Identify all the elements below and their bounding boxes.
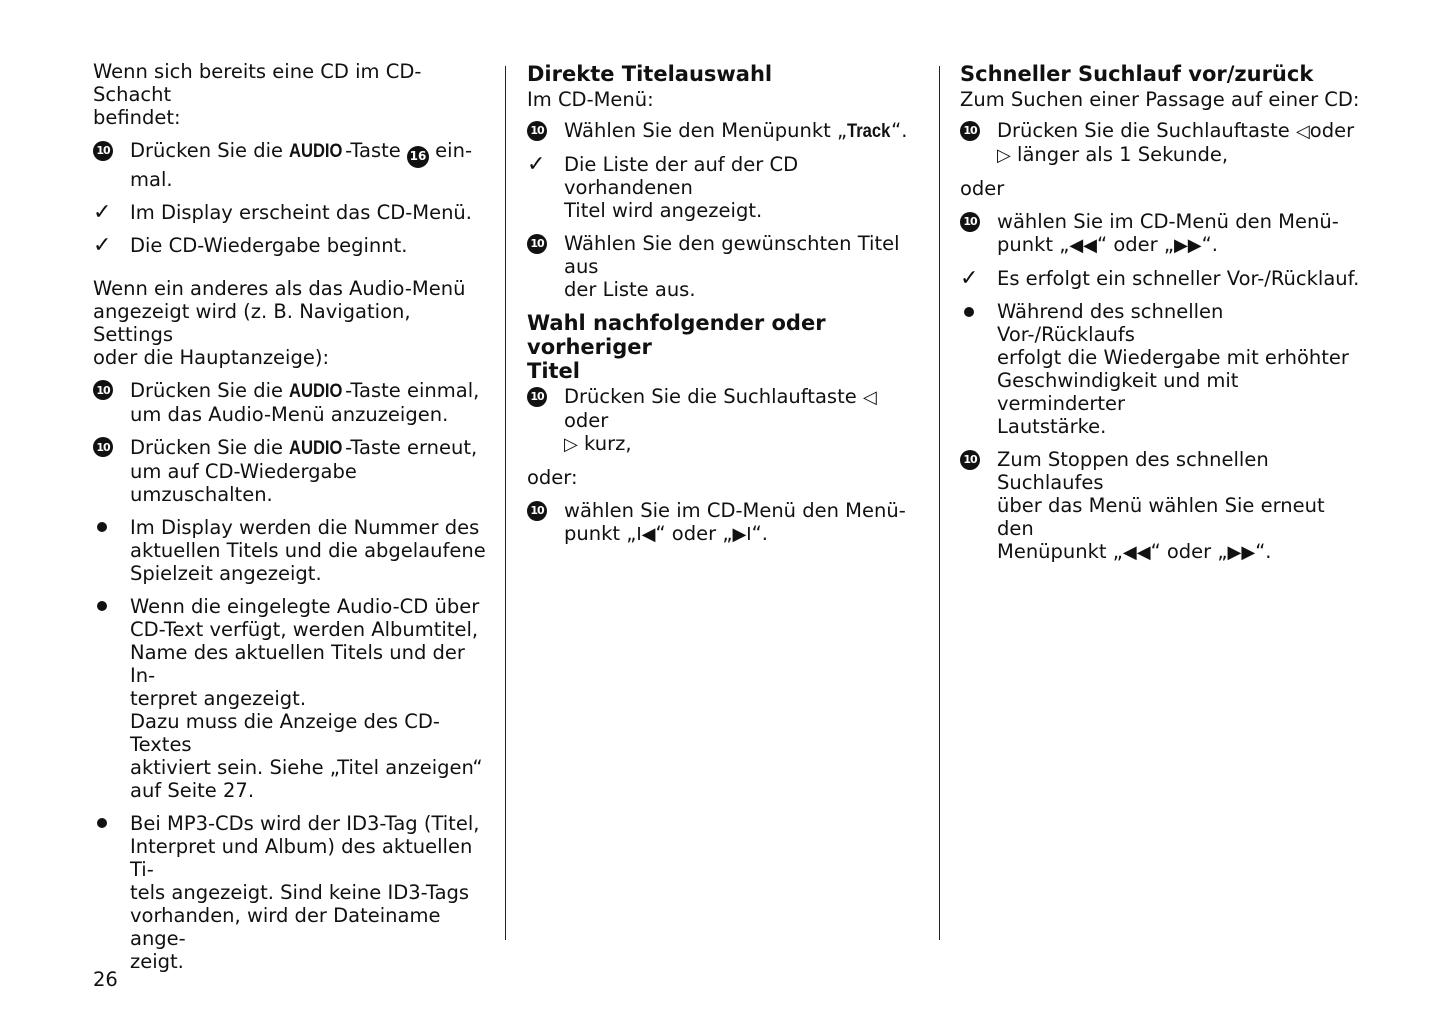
check-icon: ✓ bbox=[527, 152, 546, 177]
intro-paragraph: Wenn sich bereits eine CD im CD-Schacht befindet: bbox=[93, 60, 422, 129]
key-number-16-icon: 16 bbox=[407, 146, 429, 168]
step-show-audio-menu: 10 Drücken Sie die AUDIO -Taste einmal, um das Audio-Menü anzuzeigen. bbox=[93, 379, 493, 426]
check-icon: ✓ bbox=[93, 199, 112, 225]
heading-next-previous-track: Wahl nachfolgender oder vorheriger Titel bbox=[527, 311, 826, 383]
step-stop-fast-search: 10 Zum Stoppen des schnellen Suchlaufes über das Menü wählen Sie erneut den Menüpunkt „◀◀“ oder „▶▶“. bbox=[960, 448, 1360, 564]
step-marker-icon: 10 bbox=[960, 121, 980, 141]
step-marker-icon: 10 bbox=[960, 212, 980, 232]
bullet-icon bbox=[97, 522, 107, 532]
column-divider bbox=[505, 66, 506, 940]
bullet-mp3-id3: Bei MP3-CDs wird der ID3-Tag (Titel, Interpret und Album) des aktuellen Ti- tels angezeigt. Sind keine ID3-Tags vorhanden, wird der Dateiname ange- zeigt. bbox=[93, 812, 493, 973]
step-marker-icon: 10 bbox=[527, 121, 547, 141]
step-choose-track: 10 Wählen Sie den gewünschten Titel aus der Liste aus. bbox=[527, 232, 922, 301]
result-track-list: ✓ Die Liste der auf der CD vorhandenen Titel wird angezeigt. bbox=[527, 152, 799, 222]
or-label: oder: bbox=[527, 466, 578, 489]
step-marker-icon: 10 bbox=[527, 234, 547, 254]
subheading-cd-menu: Im CD-Menü: bbox=[527, 88, 654, 111]
step-menu-fast-search: 10 wählen Sie im CD-Menü den Menü- punkt „◀◀“ oder „▶▶“. bbox=[960, 210, 1360, 257]
page-number: 26 bbox=[93, 968, 118, 991]
seek-right-icon: ▷ bbox=[564, 434, 578, 455]
bullet-cd-text: Wenn die eingelegte Audio-CD über CD-Text verfügt, werden Albumtitel, Name des aktuellen Titels und der In- terpret angezeigt. Dazu muss die Anzeige des CD-Textes aktiviert sein. Siehe „Titel anzeigen“ auf Seite 27. bbox=[93, 595, 493, 802]
fast-forward-icon: ▶▶ bbox=[1173, 235, 1202, 256]
heading-fast-search: Schneller Suchlauf vor/zurück bbox=[960, 62, 1314, 86]
result-fast-search: ✓ Es erfolgt ein schneller Vor-/Rücklauf. bbox=[960, 266, 1360, 291]
subheading-search-passage: Zum Suchen einer Passage auf einer CD: bbox=[960, 88, 1360, 111]
step-marker-icon: 10 bbox=[527, 501, 547, 521]
heading-direct-track-selection: Direkte Titelauswahl bbox=[527, 62, 773, 86]
audio-key-label: AUDIO bbox=[289, 140, 343, 162]
column-middle bbox=[527, 60, 922, 556]
column-divider bbox=[939, 66, 940, 940]
result-cd-playback: ✓ Die CD-Wiedergabe beginnt. bbox=[93, 232, 408, 258]
step-marker-icon: 10 bbox=[527, 387, 547, 407]
step-marker-icon: 10 bbox=[93, 437, 113, 457]
bullet-track-number: Im Display werden die Nummer des aktuellen Titels und die abgelaufene Spielzeit angezeigt. bbox=[93, 516, 493, 585]
audio-key-label: AUDIO bbox=[289, 436, 343, 459]
seek-left-icon: ◁ bbox=[1295, 121, 1310, 142]
step-marker-icon: 10 bbox=[93, 380, 113, 400]
track-key-label: Track bbox=[847, 120, 891, 142]
bullet-reduced-volume: Während des schnellen Vor-/Rücklaufs erfolgt die Wiedergabe mit erhöhter Geschwindigkeit und mit verminderter Lautstärke. bbox=[960, 300, 1360, 438]
step-press-seek-long: 10 Drücken Sie die Suchlauftaste ◁oder ▷ länger als 1 Sekunde, bbox=[960, 119, 1360, 167]
bullet-icon bbox=[97, 818, 107, 828]
column-left bbox=[93, 60, 493, 983]
step-press-seek-short: 10 Drücken Sie die Suchlauftaste ◁ oder ▷ kurz, bbox=[527, 385, 922, 456]
result-cd-menu: ✓ Im Display erscheint das CD-Menü. bbox=[93, 199, 472, 225]
step-marker-icon: 10 bbox=[93, 141, 113, 161]
seek-right-icon: ▷ bbox=[997, 145, 1011, 166]
seek-left-icon: ◁ bbox=[862, 387, 877, 408]
bullet-icon bbox=[97, 601, 107, 611]
step-marker-icon: 10 bbox=[960, 450, 980, 470]
other-menu-paragraph: Wenn ein anderes als das Audio-Menü angezeigt wird (z. B. Navigation, Settings oder die Hauptanzeige): bbox=[93, 276, 466, 369]
previous-track-icon: I◀ bbox=[636, 524, 656, 545]
or-label: oder bbox=[960, 177, 1005, 200]
rewind-icon: ◀◀ bbox=[1069, 235, 1098, 256]
step-menu-prev-next: 10 wählen Sie im CD-Menü den Menü- punkt „I◀“ oder „▶I“. bbox=[527, 499, 922, 546]
column-right bbox=[960, 60, 1360, 574]
check-icon: ✓ bbox=[960, 266, 979, 291]
audio-key-label: AUDIO bbox=[289, 379, 343, 402]
next-track-icon: ▶I bbox=[732, 524, 752, 545]
bullet-icon bbox=[964, 307, 974, 317]
step-press-audio-once: 10 Drücken Sie die AUDIO -Taste 16 ein- mal. bbox=[93, 139, 493, 191]
check-icon: ✓ bbox=[93, 232, 112, 258]
rewind-icon: ◀◀ bbox=[1122, 542, 1151, 563]
fast-forward-icon: ▶▶ bbox=[1227, 542, 1256, 563]
step-switch-cd-playback: 10 Drücken Sie die AUDIO -Taste erneut, um auf CD-Wiedergabe umzuschalten. bbox=[93, 436, 493, 506]
step-select-track: 10 Wählen Sie den Menüpunkt „Track“. bbox=[527, 119, 922, 143]
